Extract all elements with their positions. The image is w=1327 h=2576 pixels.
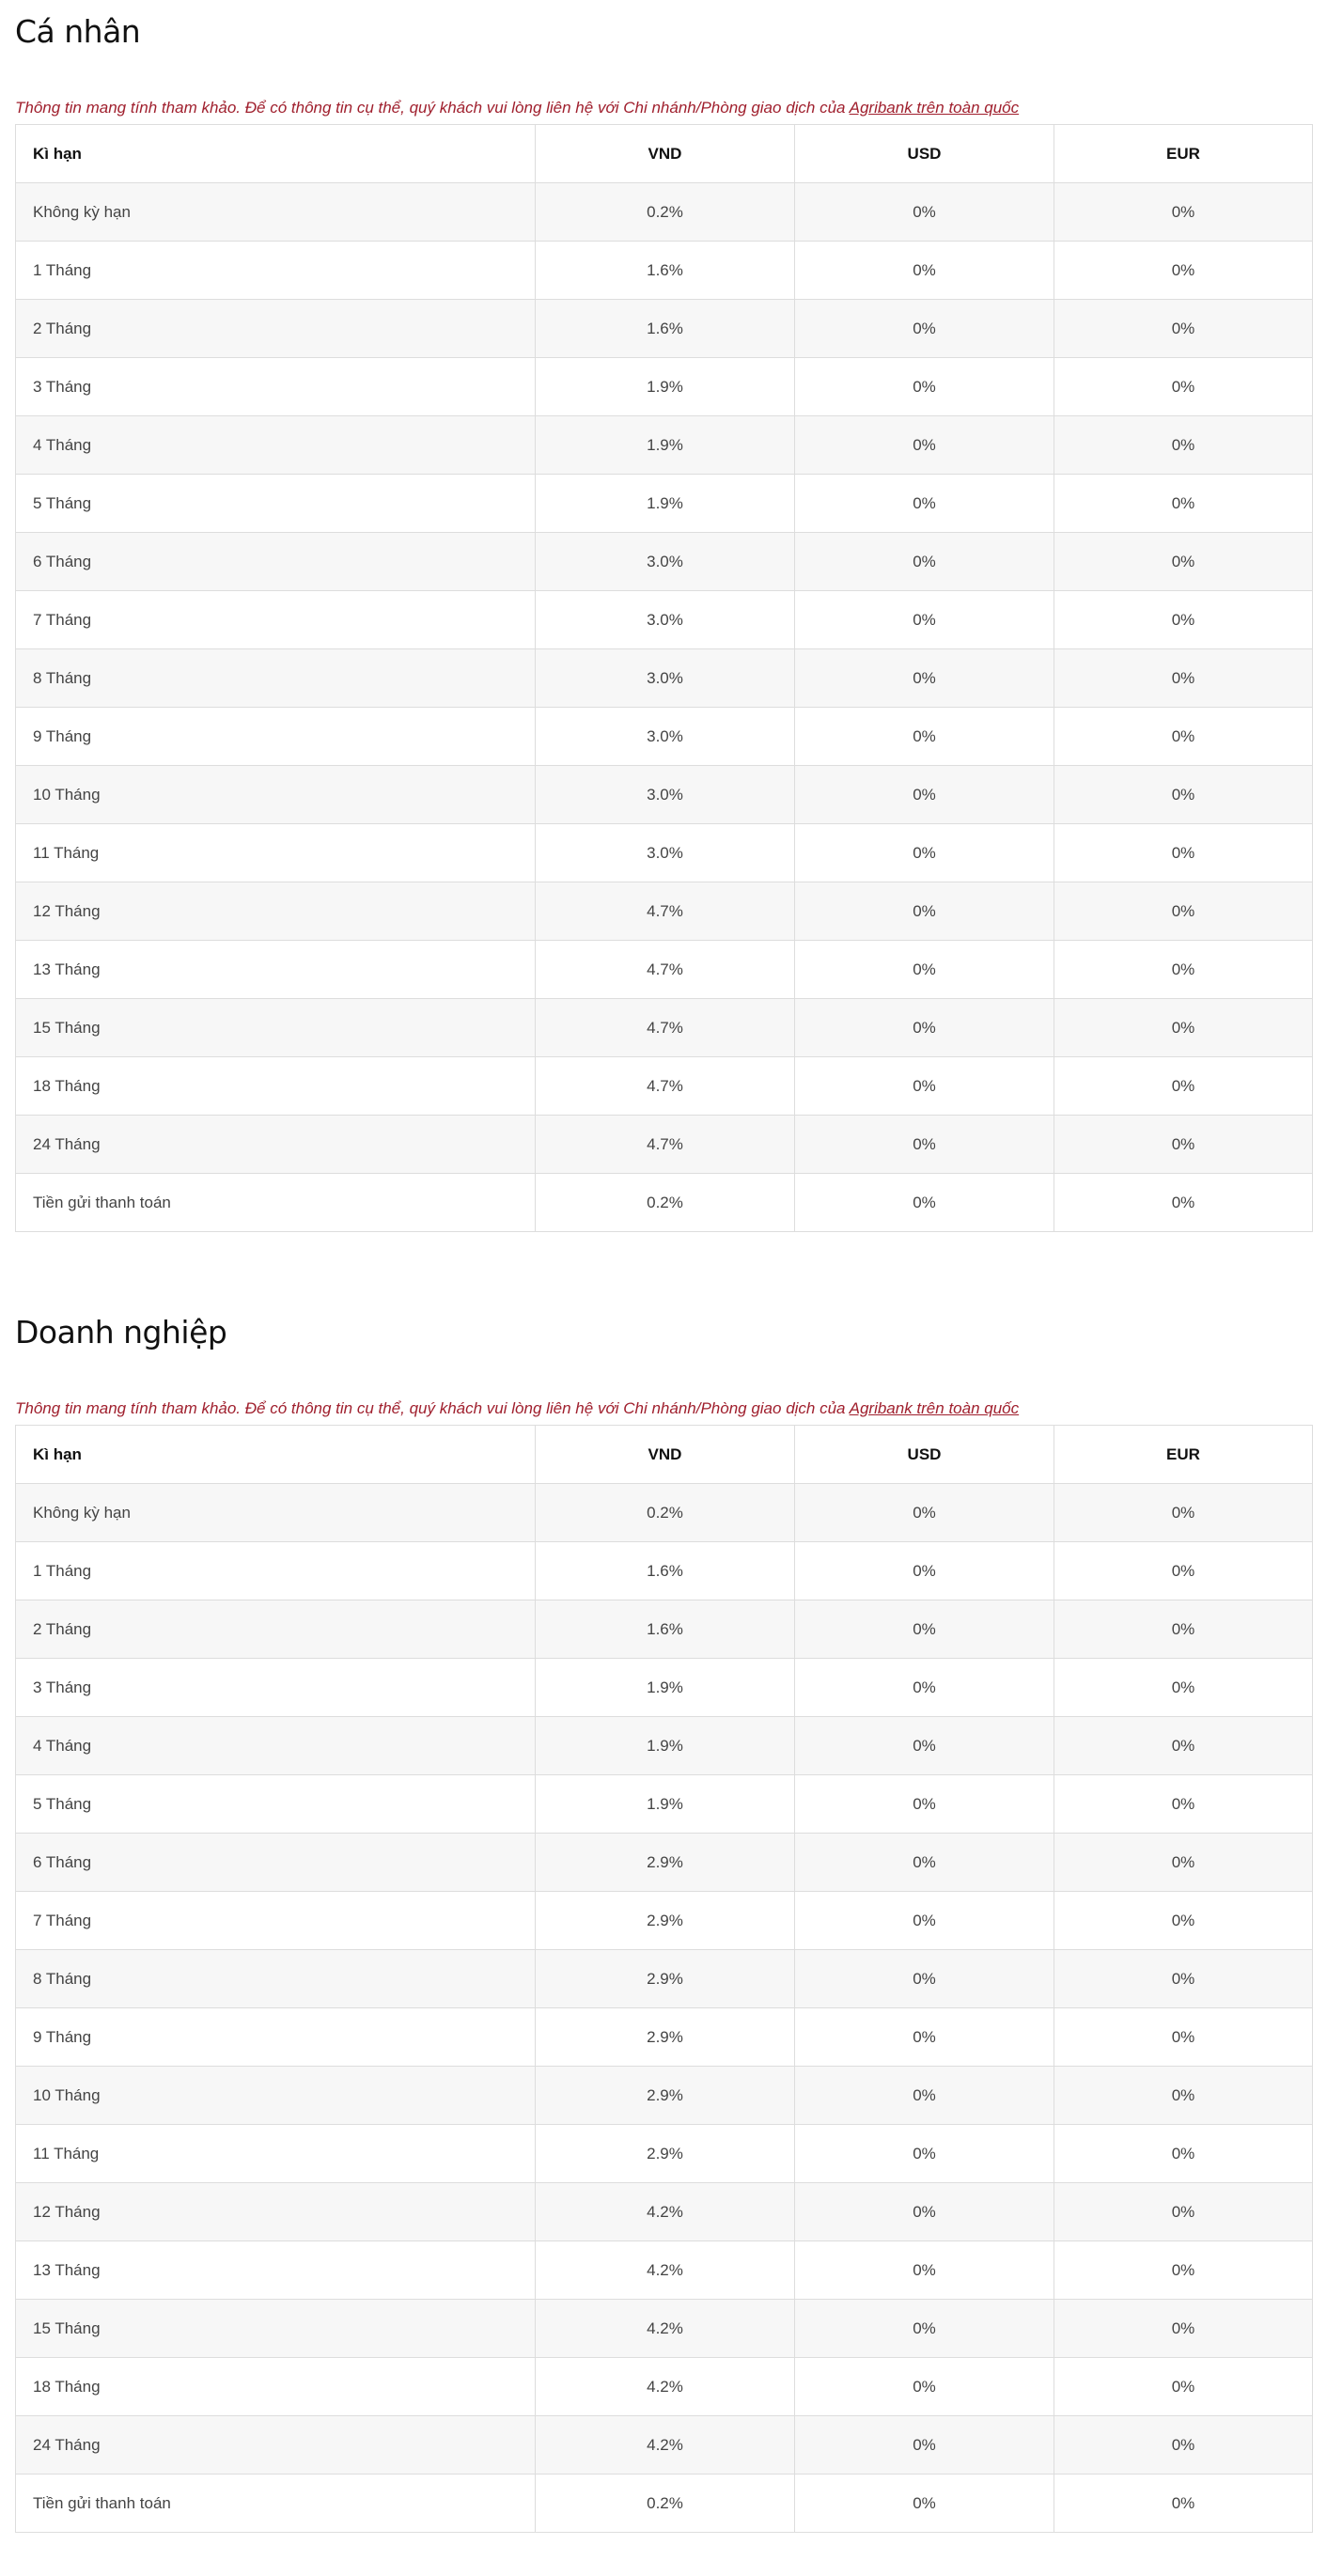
cell-vnd: 1.6% (536, 1542, 795, 1600)
cell-vnd: 1.6% (536, 300, 795, 358)
cell-vnd: 3.0% (536, 824, 795, 882)
cell-term: 15 Tháng (16, 2300, 536, 2358)
cell-term: 8 Tháng (16, 649, 536, 708)
cell-eur: 0% (1054, 941, 1313, 999)
cell-usd: 0% (795, 533, 1054, 591)
cell-usd: 0% (795, 2300, 1054, 2358)
cell-term: 9 Tháng (16, 708, 536, 766)
cell-vnd: 4.2% (536, 2416, 795, 2475)
cell-vnd: 2.9% (536, 1950, 795, 2008)
cell-eur: 0% (1054, 1892, 1313, 1950)
table-row (16, 2067, 1313, 2125)
cell-vnd: 4.7% (536, 999, 795, 1057)
cell-eur: 0% (1054, 1057, 1313, 1116)
section-title: Cá nhân (15, 13, 141, 50)
disclaimer-text: Thông tin mang tính tham khảo. Để có thông tin cụ thể, quý khách vui lòng liên hệ với Chi nhánh/Phòng giao dịch của (15, 1399, 850, 1417)
cell-eur: 0% (1054, 1542, 1313, 1600)
cell-usd: 0% (795, 1116, 1054, 1174)
cell-term: 5 Tháng (16, 1775, 536, 1834)
table-row (16, 2300, 1313, 2358)
cell-term: 6 Tháng (16, 533, 536, 591)
cell-eur: 0% (1054, 533, 1313, 591)
cell-vnd: 1.6% (536, 1600, 795, 1659)
table-row (16, 941, 1313, 999)
table-row (16, 416, 1313, 475)
cell-usd: 0% (795, 649, 1054, 708)
cell-vnd: 4.2% (536, 2241, 795, 2300)
table-row (16, 1659, 1313, 1717)
cell-vnd: 3.0% (536, 533, 795, 591)
cell-usd: 0% (795, 1950, 1054, 2008)
cell-eur: 0% (1054, 2241, 1313, 2300)
table-row (16, 1950, 1313, 2008)
cell-eur: 0% (1054, 1484, 1313, 1542)
cell-eur: 0% (1054, 2183, 1313, 2241)
cell-usd: 0% (795, 1542, 1054, 1600)
table-header-row (16, 1426, 1313, 1484)
header-usd: USD (795, 1426, 1054, 1484)
table-body (16, 183, 1313, 1232)
cell-vnd: 3.0% (536, 591, 795, 649)
cell-term: 2 Tháng (16, 300, 536, 358)
cell-term: 12 Tháng (16, 882, 536, 941)
header-term: Kì hạn (16, 1426, 536, 1484)
header-vnd: VND (536, 1426, 795, 1484)
cell-term: 9 Tháng (16, 2008, 536, 2067)
cell-term: 3 Tháng (16, 1659, 536, 1717)
cell-term: 4 Tháng (16, 416, 536, 475)
cell-term: 8 Tháng (16, 1950, 536, 2008)
cell-vnd: 0.2% (536, 2475, 795, 2533)
cell-eur: 0% (1054, 2300, 1313, 2358)
table-row (16, 999, 1313, 1057)
cell-vnd: 1.6% (536, 242, 795, 300)
table-row (16, 1892, 1313, 1950)
cell-usd: 0% (795, 1484, 1054, 1542)
cell-term: 4 Tháng (16, 1717, 536, 1775)
disclaimer-note (15, 1393, 1312, 1425)
cell-term: 3 Tháng (16, 358, 536, 416)
cell-eur: 0% (1054, 1775, 1313, 1834)
table-row (16, 2183, 1313, 2241)
table-row (16, 358, 1313, 416)
cell-usd: 0% (795, 2183, 1054, 2241)
table-row (16, 1174, 1313, 1232)
cell-eur: 0% (1054, 183, 1313, 242)
cell-eur: 0% (1054, 649, 1313, 708)
cell-vnd: 3.0% (536, 766, 795, 824)
cell-eur: 0% (1054, 416, 1313, 475)
header-vnd: VND (536, 125, 795, 183)
cell-eur: 0% (1054, 300, 1313, 358)
section-business (15, 1303, 1312, 2533)
cell-eur: 0% (1054, 2416, 1313, 2475)
table-row (16, 2008, 1313, 2067)
table-row (16, 2241, 1313, 2300)
cell-term: Tiền gửi thanh toán (16, 2475, 536, 2533)
cell-term: Tiền gửi thanh toán (16, 1174, 536, 1232)
table-row (16, 475, 1313, 533)
cell-term: 18 Tháng (16, 2358, 536, 2416)
cell-term: 2 Tháng (16, 1600, 536, 1659)
header-term: Kì hạn (16, 125, 536, 183)
cell-term: 7 Tháng (16, 591, 536, 649)
cell-usd: 0% (795, 183, 1054, 242)
cell-vnd: 3.0% (536, 649, 795, 708)
cell-eur: 0% (1054, 2475, 1313, 2533)
cell-usd: 0% (795, 591, 1054, 649)
table-row (16, 708, 1313, 766)
cell-eur: 0% (1054, 475, 1313, 533)
table-row (16, 824, 1313, 882)
table-row (16, 533, 1313, 591)
cell-usd: 0% (795, 1600, 1054, 1659)
cell-vnd: 2.9% (536, 2125, 795, 2183)
cell-eur: 0% (1054, 999, 1313, 1057)
table-row (16, 1775, 1313, 1834)
cell-term: Không kỳ hạn (16, 183, 536, 242)
cell-usd: 0% (795, 1057, 1054, 1116)
table-row (16, 242, 1313, 300)
section-personal (15, 2, 1312, 1232)
cell-term: 24 Tháng (16, 1116, 536, 1174)
cell-usd: 0% (795, 1834, 1054, 1892)
cell-vnd: 4.7% (536, 1057, 795, 1116)
cell-usd: 0% (795, 2008, 1054, 2067)
header-eur: EUR (1054, 1426, 1313, 1484)
cell-usd: 0% (795, 475, 1054, 533)
cell-vnd: 0.2% (536, 1174, 795, 1232)
table-row (16, 1717, 1313, 1775)
cell-usd: 0% (795, 2125, 1054, 2183)
cell-vnd: 2.9% (536, 1892, 795, 1950)
table-row (16, 1542, 1313, 1600)
table-row (16, 1057, 1313, 1116)
cell-usd: 0% (795, 2067, 1054, 2125)
header-usd: USD (795, 125, 1054, 183)
cell-usd: 0% (795, 2475, 1054, 2533)
cell-term: 15 Tháng (16, 999, 536, 1057)
cell-term: 13 Tháng (16, 941, 536, 999)
cell-vnd: 4.2% (536, 2358, 795, 2416)
agribank-branches-link[interactable]: Agribank trên toàn quốc (849, 1399, 1020, 1417)
table-row (16, 2125, 1313, 2183)
cell-term: 12 Tháng (16, 2183, 536, 2241)
cell-eur: 0% (1054, 824, 1313, 882)
cell-usd: 0% (795, 708, 1054, 766)
cell-eur: 0% (1054, 1950, 1313, 2008)
disclaimer-note (15, 92, 1312, 124)
cell-eur: 0% (1054, 242, 1313, 300)
cell-vnd: 4.2% (536, 2300, 795, 2358)
cell-vnd: 4.7% (536, 882, 795, 941)
cell-usd: 0% (795, 1174, 1054, 1232)
section-title: Doanh nghiệp (15, 1314, 227, 1350)
cell-usd: 0% (795, 1892, 1054, 1950)
cell-term: 24 Tháng (16, 2416, 536, 2475)
cell-usd: 0% (795, 300, 1054, 358)
cell-vnd: 0.2% (536, 183, 795, 242)
cell-eur: 0% (1054, 2008, 1313, 2067)
cell-vnd: 2.9% (536, 2008, 795, 2067)
table-row (16, 1834, 1313, 1892)
interest-rate-table (15, 124, 1313, 1232)
table-body (16, 1484, 1313, 2533)
cell-eur: 0% (1054, 1174, 1313, 1232)
table-row (16, 2475, 1313, 2533)
cell-vnd: 4.7% (536, 941, 795, 999)
cell-eur: 0% (1054, 1717, 1313, 1775)
cell-vnd: 0.2% (536, 1484, 795, 1542)
interest-rate-table (15, 1425, 1313, 2533)
cell-vnd: 1.9% (536, 1775, 795, 1834)
disclaimer-text: Thông tin mang tính tham khảo. Để có thông tin cụ thể, quý khách vui lòng liên hệ với Chi nhánh/Phòng giao dịch của (15, 99, 850, 117)
cell-vnd: 4.7% (536, 1116, 795, 1174)
cell-eur: 0% (1054, 358, 1313, 416)
cell-eur: 0% (1054, 591, 1313, 649)
cell-eur: 0% (1054, 2067, 1313, 2125)
cell-vnd: 1.9% (536, 1717, 795, 1775)
cell-usd: 0% (795, 999, 1054, 1057)
cell-eur: 0% (1054, 2358, 1313, 2416)
table-row (16, 183, 1313, 242)
cell-term: 10 Tháng (16, 2067, 536, 2125)
cell-usd: 0% (795, 2416, 1054, 2475)
table-row (16, 882, 1313, 941)
cell-usd: 0% (795, 242, 1054, 300)
table-row (16, 649, 1313, 708)
cell-usd: 0% (795, 1659, 1054, 1717)
cell-usd: 0% (795, 1717, 1054, 1775)
cell-vnd: 3.0% (536, 708, 795, 766)
cell-term: Không kỳ hạn (16, 1484, 536, 1542)
cell-vnd: 1.9% (536, 358, 795, 416)
cell-term: 18 Tháng (16, 1057, 536, 1116)
cell-vnd: 2.9% (536, 1834, 795, 1892)
agribank-branches-link[interactable]: Agribank trên toàn quốc (849, 99, 1020, 117)
cell-term: 11 Tháng (16, 2125, 536, 2183)
cell-usd: 0% (795, 766, 1054, 824)
cell-usd: 0% (795, 2241, 1054, 2300)
cell-eur: 0% (1054, 766, 1313, 824)
cell-eur: 0% (1054, 708, 1313, 766)
cell-term: 1 Tháng (16, 1542, 536, 1600)
cell-eur: 0% (1054, 1659, 1313, 1717)
cell-term: 5 Tháng (16, 475, 536, 533)
cell-vnd: 2.9% (536, 2067, 795, 2125)
table-row (16, 2416, 1313, 2475)
cell-term: 13 Tháng (16, 2241, 536, 2300)
cell-eur: 0% (1054, 882, 1313, 941)
cell-term: 7 Tháng (16, 1892, 536, 1950)
cell-vnd: 1.9% (536, 416, 795, 475)
table-row (16, 1116, 1313, 1174)
cell-eur: 0% (1054, 1834, 1313, 1892)
cell-vnd: 1.9% (536, 475, 795, 533)
cell-term: 6 Tháng (16, 1834, 536, 1892)
cell-term: 11 Tháng (16, 824, 536, 882)
table-row (16, 591, 1313, 649)
cell-eur: 0% (1054, 1116, 1313, 1174)
cell-vnd: 4.2% (536, 2183, 795, 2241)
cell-term: 1 Tháng (16, 242, 536, 300)
cell-usd: 0% (795, 882, 1054, 941)
cell-usd: 0% (795, 824, 1054, 882)
cell-eur: 0% (1054, 1600, 1313, 1659)
cell-usd: 0% (795, 2358, 1054, 2416)
table-row (16, 1600, 1313, 1659)
table-row (16, 766, 1313, 824)
table-row (16, 1484, 1313, 1542)
cell-usd: 0% (795, 941, 1054, 999)
table-row (16, 300, 1313, 358)
cell-usd: 0% (795, 416, 1054, 475)
cell-usd: 0% (795, 1775, 1054, 1834)
table-row (16, 2358, 1313, 2416)
header-eur: EUR (1054, 125, 1313, 183)
table-header-row (16, 125, 1313, 183)
cell-usd: 0% (795, 358, 1054, 416)
cell-vnd: 1.9% (536, 1659, 795, 1717)
cell-eur: 0% (1054, 2125, 1313, 2183)
cell-term: 10 Tháng (16, 766, 536, 824)
